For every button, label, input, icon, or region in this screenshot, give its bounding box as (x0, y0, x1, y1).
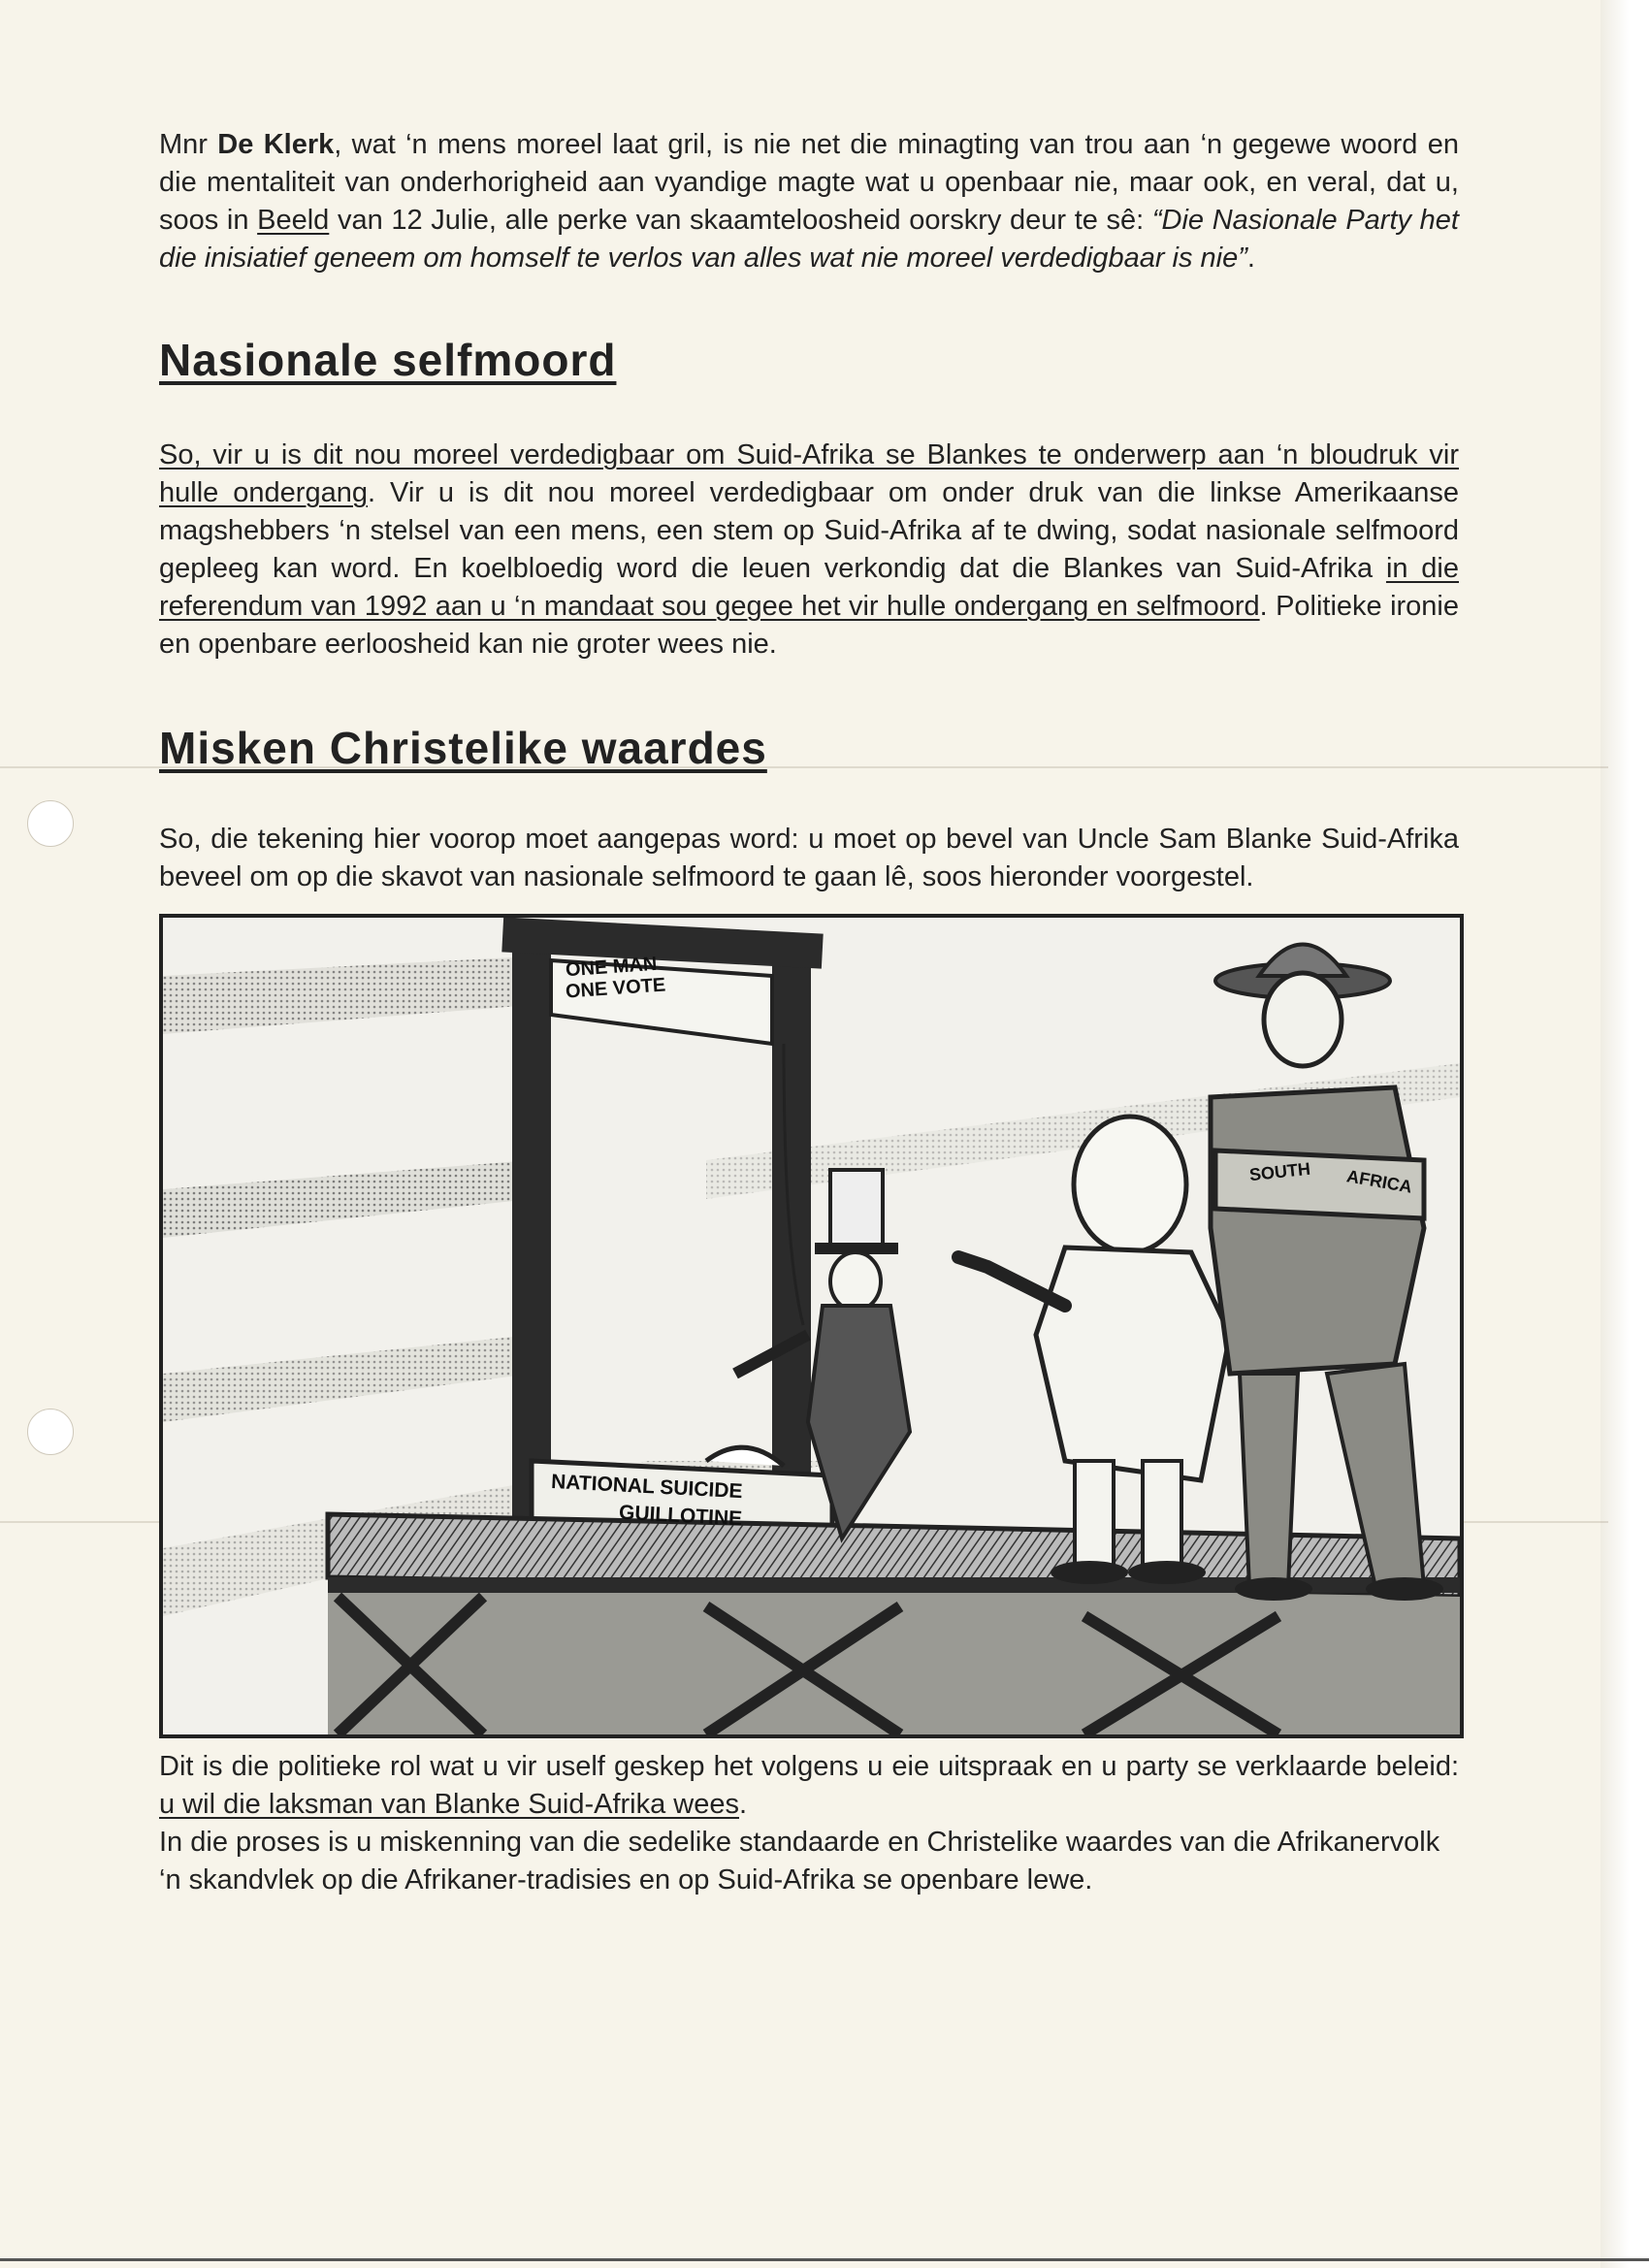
arm-label: SOUTH (1248, 1158, 1311, 1185)
blade-label: ONE VOTE (565, 974, 666, 1003)
punch-hole (27, 800, 74, 847)
paper-edge (1600, 0, 1649, 2268)
quote-italic: “Die Nasionale Party het die inisiatief geneem om homself te verlos van alles wat nie moreel verdedigbaar is nie” (159, 205, 1459, 274)
cartoon-illustration (159, 914, 1464, 1738)
heading-nasionale-selfmoord: Nasionale selfmoord (159, 335, 617, 385)
text: . Vir u is dit nou moreel verdedigbaar om onder druk van die linkse Amerikaanse magshebbers ‘n stelsel van een mens, een stem op Suid-Afrika af te dwing, sodat nasionale selfmoord gepleeg kan word. En koelbloedig word die leuen verkondig dat die Blankes van Suid-Afrika (159, 477, 1459, 584)
paragraph-tekening: So, die tekening hier voorop moet aangepas word: u moet op bevel van Uncle Sam Blanke Suid-Afrika beveel om op die skavot van nasionale selfmoord te gaan lê, soos hieronder voorgestel. (159, 824, 1459, 892)
cartoon-drawing (163, 918, 1460, 1734)
text: . (739, 1789, 748, 1820)
guillotine-label: NATIONAL SUICIDE (550, 1470, 744, 1504)
heading-misken-christelike-waardes: Misken Christelike waardes (159, 723, 767, 773)
paragraph-intro (159, 126, 1459, 277)
underlined-text: So, vir u is dit nou moreel verdedigbaar om Suid-Afrika se Blankes te onderwerp aan ‘n bloudruk vir hulle ondergang (159, 439, 1459, 508)
text: . Politieke ironie en openbare eerloosheid kan nie groter wees nie. (159, 591, 1459, 660)
name-bold: De Klerk (217, 129, 335, 160)
paragraph-selfmoord (159, 437, 1459, 664)
newspaper-name: Beeld (257, 205, 330, 236)
arm-label: AFRICA (1344, 1166, 1414, 1197)
paragraph-laksman (159, 1748, 1459, 1824)
underlined-text: in die referendum van 1992 aan u ‘n mandaat sou gegee het vir hulle ondergang en selfmoord (159, 553, 1459, 622)
document-body (159, 126, 1459, 1899)
text: , wat ‘n mens moreel laat gril, is nie net die minagting van trou aan ‘n gegewe woord en die mentaliteit van onderhorigheid aan vyandige magte wat u openbaar nie, maar ook, en veral, dat u, soos in (159, 129, 1459, 236)
paragraph-proses: In die proses is u miskenning van die sedelike standaarde en Christelike waardes van die Afrikanervolk ‘n skandvlek op die Afrikaner-tradisies en op Suid-Afrika se openbare lewe. (159, 1827, 1440, 1895)
text: . (1246, 243, 1255, 274)
punch-hole (27, 1409, 74, 1455)
text: Dit is die politieke rol wat u vir uself geskep het volgens u eie uitspraak en u party se verklaarde beleid: (159, 1751, 1459, 1782)
text: Mnr (159, 129, 218, 160)
text: van 12 Julie, alle perke van skaamteloosheid oorskry deur te sê: (329, 205, 1152, 236)
guillotine-label: GUILLOTINE (618, 1501, 743, 1531)
scan-edge-line (0, 2258, 1649, 2261)
underlined-text: u wil die laksman van Blanke Suid-Afrika wees (159, 1789, 739, 1820)
blade-label: ONE MAN (565, 953, 659, 982)
